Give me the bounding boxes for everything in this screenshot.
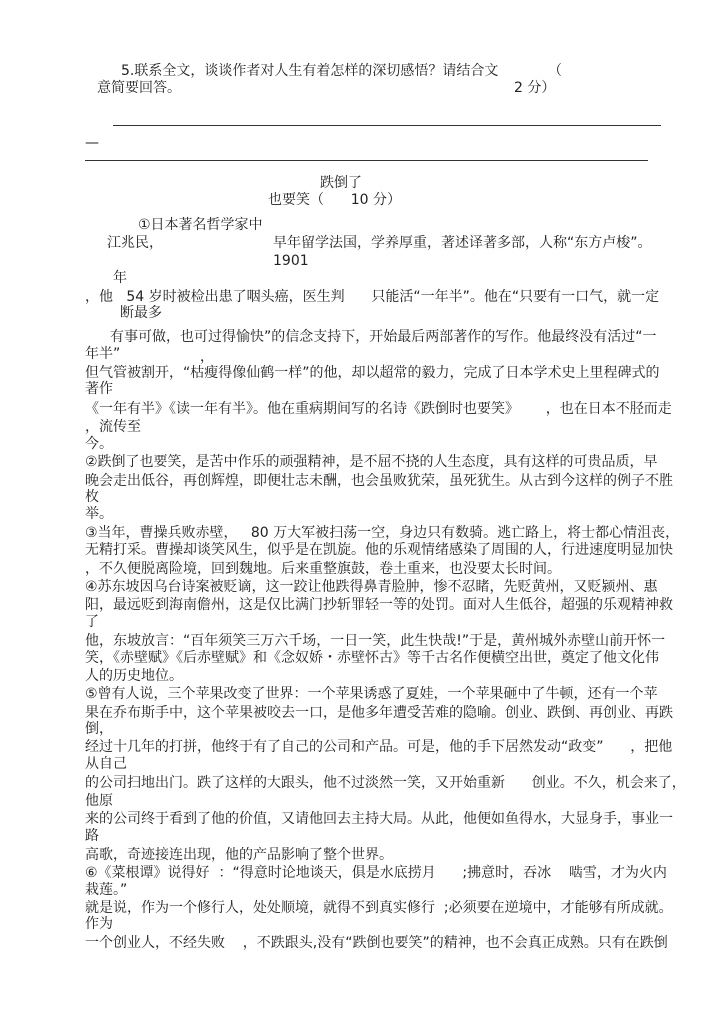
article-line: ④苏东坡因乌台诗案被贬谪，这一跤让他跌得鼻青脸肿，惨不忍睹，先贬黄州，又贬颍州、惠: [85, 579, 658, 595]
article-line: 高歌，奇迹接连出现，他的产品影响了整个世界。: [85, 847, 393, 863]
answer-line[interactable]: [113, 125, 661, 126]
article-line: 年: [113, 270, 127, 286]
article-line: ，他 54 岁时被检出患了咽头癌，医生判 只能活“一年半”。他在“只要有一口气，就一定: [85, 289, 660, 305]
article-line: 阳，最远贬到海南儋州，这是仅比满门抄斩罪轻一等的处罚。面对人生低谷，超强的乐观精神救: [85, 597, 673, 613]
article-line: ，不久便脱离险境，回到魏地。后来重整旗鼓，卷土重来，也没要太长时间。: [85, 561, 561, 577]
article-line: 路: [85, 828, 99, 844]
article-line: 但气管被割开，“枯瘦得像仙鹤一样”的他，却以超常的毅力，完成了日本学术史上里程碑式的: [85, 365, 660, 381]
question-text: 5.联系全文，谈谈作者对人生有着怎样的深切感悟？请结合文: [121, 63, 499, 79]
answer-line[interactable]: [85, 160, 648, 161]
article-line: 笑，《赤壁赋》《后赤壁赋》和《念奴娇・赤壁怀古》等千古名作便横空出世，奠定了他文化伟: [85, 650, 659, 666]
article-line: ⑥《菜根谭》说得好 ：“得意时论地谈天，俱是水底捞月 ;拂意时，吞冰 啮雪，才为火内: [85, 865, 667, 881]
article-line: 经过十几年的打拼，他终于有了自己的公司和产品。可是，他的手下居然发动“政变” ，把他: [85, 739, 673, 755]
article-line: 《一年有半》《读一年有半》。他在重病期间写的名诗《跌倒时也要笑》 ，也在日本不胫而走: [85, 401, 672, 417]
article-line: 从自己: [85, 756, 127, 772]
article-line: 一个创业人，不经失败 ，不跌跟头,没有“跌倒也要笑”的精神，也不会真正成熟。只有在跌倒: [85, 935, 668, 951]
article-line: ③当年，曹操兵败赤壁， 80 万大军被扫荡一空，身边只有数骑。逃亡路上，将士都心情沮丧，: [85, 525, 680, 541]
question-paren: （: [548, 63, 562, 79]
article-line: 断最多: [120, 305, 162, 321]
article-title-score: 也要笑（ 10 分）: [268, 192, 401, 208]
article-line: ⑤曾有人说，三个苹果改变了世界：一个苹果诱惑了夏娃，一个苹果砸中了牛顿，还有一个苹: [85, 686, 658, 702]
answer-dash: —: [85, 135, 99, 151]
question-text-cont: 意简要回答。: [97, 80, 181, 96]
article-line: 就是说，作为一个修行人，处处顺境，就得不到真实修行 ;必须要在逆境中，才能够有所成就。: [85, 900, 673, 916]
article-line: 著作: [85, 381, 113, 397]
article-line: 今。: [85, 436, 113, 452]
article-line: 枚: [85, 489, 99, 505]
question-score: 2 分）: [514, 80, 556, 96]
article-line: 他原: [85, 793, 113, 809]
article-line: 江兆民，: [107, 235, 163, 251]
article-line: 他，东坡放言：“百年须笑三万六千场，一日一笑，此生快哉!”于是，黄州城外赤壁山前开怀一: [85, 633, 666, 649]
article-line: 人的历史地位。: [85, 668, 183, 684]
article-line: 的公司扫地出门。跌了这样的大跟头，他不过淡然一笑，又开始重新 创业。不久，机会来了，: [85, 775, 686, 791]
article-line: 1901: [273, 253, 309, 269]
article-line: ，: [200, 349, 214, 365]
article-line: 早年留学法国，学养厚重，著述译著多部，人称“东方卢梭”。: [273, 235, 652, 251]
article-line: 晚会走出低谷，再创辉煌，即便壮志未酬，也会虽败犹荣，虽死犹生。从古到今这样的例子不胜: [85, 473, 673, 489]
article-line: 栽莲。”: [85, 882, 128, 898]
article-line: 果在乔布斯手中，这个苹果被咬去一口，是他多年遭受苦难的隐喻。创业、跌倒、再创业、再跌: [85, 705, 673, 721]
article-line: 举。: [85, 506, 113, 522]
article-line: ①日本著名哲学家中: [138, 217, 263, 233]
article-line: 来的公司终于看到了他的价值，又请他回去主持大局。从此，他便如鱼得水，大显身手，事业一: [85, 811, 673, 827]
article-line: 倒，: [85, 721, 113, 737]
article-line: 有事可做，也可过得愉快”的信念支持下，开始最后两部著作的写作。他最终没有活过“一: [110, 329, 657, 345]
article-title: 跌倒了: [320, 175, 362, 191]
article-line: 作为: [85, 916, 113, 932]
article-line: 了: [85, 614, 99, 630]
article-line: 无精打采。曹操却谈笑风生，似乎是在凯旋。他的乐观情绪感染了周围的人，行进速度明显加快: [85, 542, 673, 558]
article-line: 年半”: [85, 346, 121, 362]
article-line: ②跌倒了也要笑，是苦中作乐的顽强精神，是不屈不挠的人生态度，具有这样的可贵品质，早: [85, 454, 658, 470]
article-line: ，流传至: [85, 419, 141, 435]
